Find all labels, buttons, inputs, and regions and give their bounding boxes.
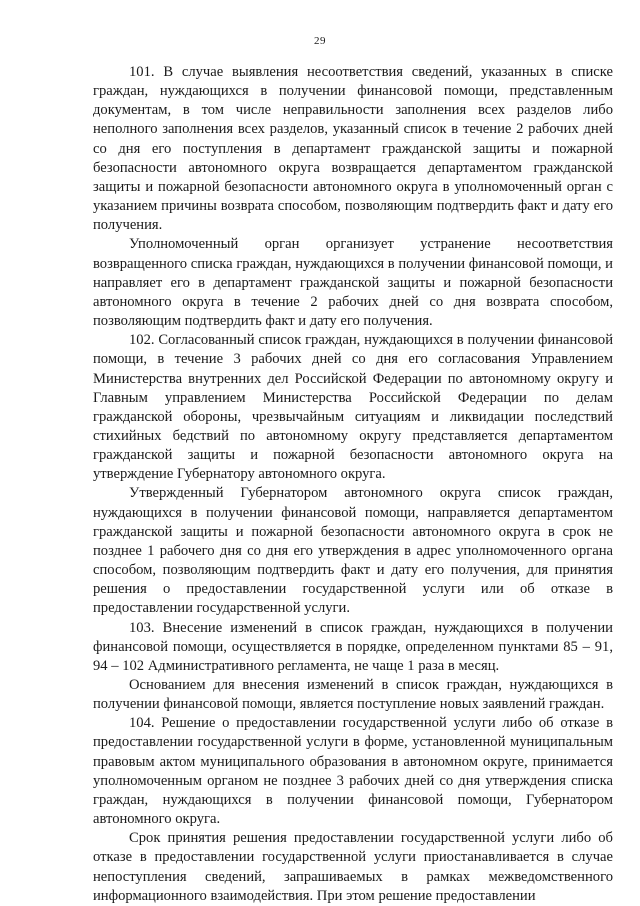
paragraph-101-cont: Уполномоченный орган организует устранение несоответствия возвращенного списка граждан, нуждающихся в получении финансовой помощи, и направляет его в департамент гражданской защиты и пожарной безопасности автономного округа в течение 2 рабочих дней со дня возврата способом, позволяющим подтвердить факт и дату его получения. bbox=[93, 236, 613, 330]
page-number: 29 bbox=[314, 35, 326, 47]
paragraph-104: 104. Решение о предоставлении государственной услуги либо об отказе в предоставлении государственной услуги в форме, установленной муниципальным правовым актом муниципального образования в автономном округе, принимается уполномоченным органом не позднее 3 рабочих дней со дня утверждения списка граждан, нуждающихся в получении финансовой помощи, Губернатором автономного округа. bbox=[93, 715, 613, 828]
paragraph-103-cont: Основанием для внесения изменений в список граждан, нуждающихся в получении финансовой помощи, является поступление новых заявлений граждан. bbox=[93, 677, 613, 713]
document-body bbox=[93, 63, 613, 906]
paragraph-102: 102. Согласованный список граждан, нуждающихся в получении финансовой помощи, в течение 3 рабочих дней со дня его согласования Управлением Министерства внутренних дел Российской Федерации по автономному округу и Главным управлением Министерства Российской Федерации по делам гражданской обороны, чрезвычайным ситуациям и ликвидации последствий стихийных бедствий по автономному округу представляется департаментом гражданской защиты и пожарной безопасности автономного округа на утверждение Губернатору автономного округа. bbox=[93, 332, 613, 483]
paragraph-101: 101. В случае выявления несоответствия сведений, указанных в списке граждан, нуждающихся в получении финансовой помощи, представленным документам, в том числе неправильности заполнения всех разделов либо неполного заполнения всех разделов, указанный список в течение 2 рабочих дней со дня его поступления в департамент гражданской защиты и пожарной безопасности автономного округа возвращается департаментом гражданской защиты и пожарной безопасности автономного округа в уполномоченный орган с указанием причины возврата способом, позволяющим подтвердить факт и дату его получения. bbox=[93, 64, 613, 234]
paragraph-102-cont: Утвержденный Губернатором автономного округа список граждан, нуждающихся в получении финансовой помощи, направляется департаментом гражданской защиты и пожарной безопасности автономного округа в срок не позднее 1 рабочего дня со дня его утверждения в адрес уполномоченного органа способом, позволяющим подтвердить факт и дату его получения, для принятия решения о предоставлении государственной услуги или об отказе в предоставлении государственной услуги. bbox=[93, 485, 613, 617]
paragraph-103: 103. Внесение изменений в список граждан, нуждающихся в получении финансовой помощи, осуществляется в порядке, определенном пунктами 85 – 91, 94 – 102 Административного регламента, не чаще 1 раза в месяц. bbox=[93, 619, 613, 674]
paragraph-104-cont: Срок принятия решения предоставлении государственной услуги либо об отказе в предоставлении государственной услуги приостанавливается в случае непоступления сведений, запрашиваемых в рамках межведомственного информационного взаимодействия. При этом решение предоставлении bbox=[93, 830, 613, 904]
